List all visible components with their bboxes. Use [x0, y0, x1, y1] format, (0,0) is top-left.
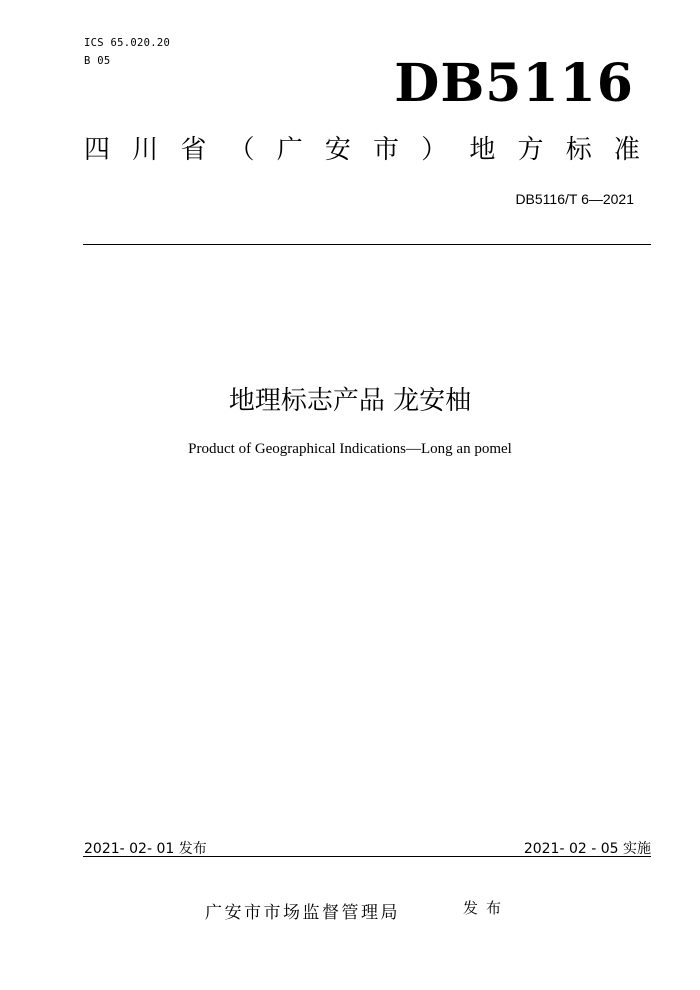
title-chinese: 地理标志产品 龙安柚 — [228, 386, 472, 416]
classification-code: B 05 — [84, 55, 111, 67]
standard-type — [84, 136, 640, 165]
standard-type-char: 川 — [132, 135, 159, 165]
standard-type-char: 安 — [324, 135, 351, 165]
issuing-label: 发布 — [463, 899, 510, 917]
standard-type-char: 地 — [469, 135, 496, 165]
issue-date: 2021- 02- 01 发布 — [84, 841, 207, 857]
header-divider — [83, 244, 651, 245]
ics-code: ICS 65.020.20 — [84, 37, 171, 49]
standard-code: DB5116 — [394, 53, 634, 114]
standard-type-char: ） — [421, 135, 448, 165]
standard-type-char: 广 — [276, 135, 303, 165]
standard-number: DB5116/T 6—2021 — [515, 191, 634, 207]
title-english: Product of Geographical Indications—Long an pomel — [188, 441, 512, 457]
standard-type-char: 方 — [517, 135, 544, 165]
standard-type-char: 标 — [565, 135, 592, 165]
standard-type-char: （ — [228, 135, 255, 165]
issuing-authority: 广安市市场监督管理局 — [205, 903, 400, 923]
standard-type-char: 准 — [613, 135, 640, 165]
footer-divider — [83, 856, 651, 857]
implementation-date: 2021- 02 - 05 实施 — [523, 841, 651, 857]
standard-type-char: 省 — [180, 135, 207, 165]
standard-type-char: 四 — [84, 135, 111, 165]
standard-type-char: 市 — [373, 135, 400, 165]
